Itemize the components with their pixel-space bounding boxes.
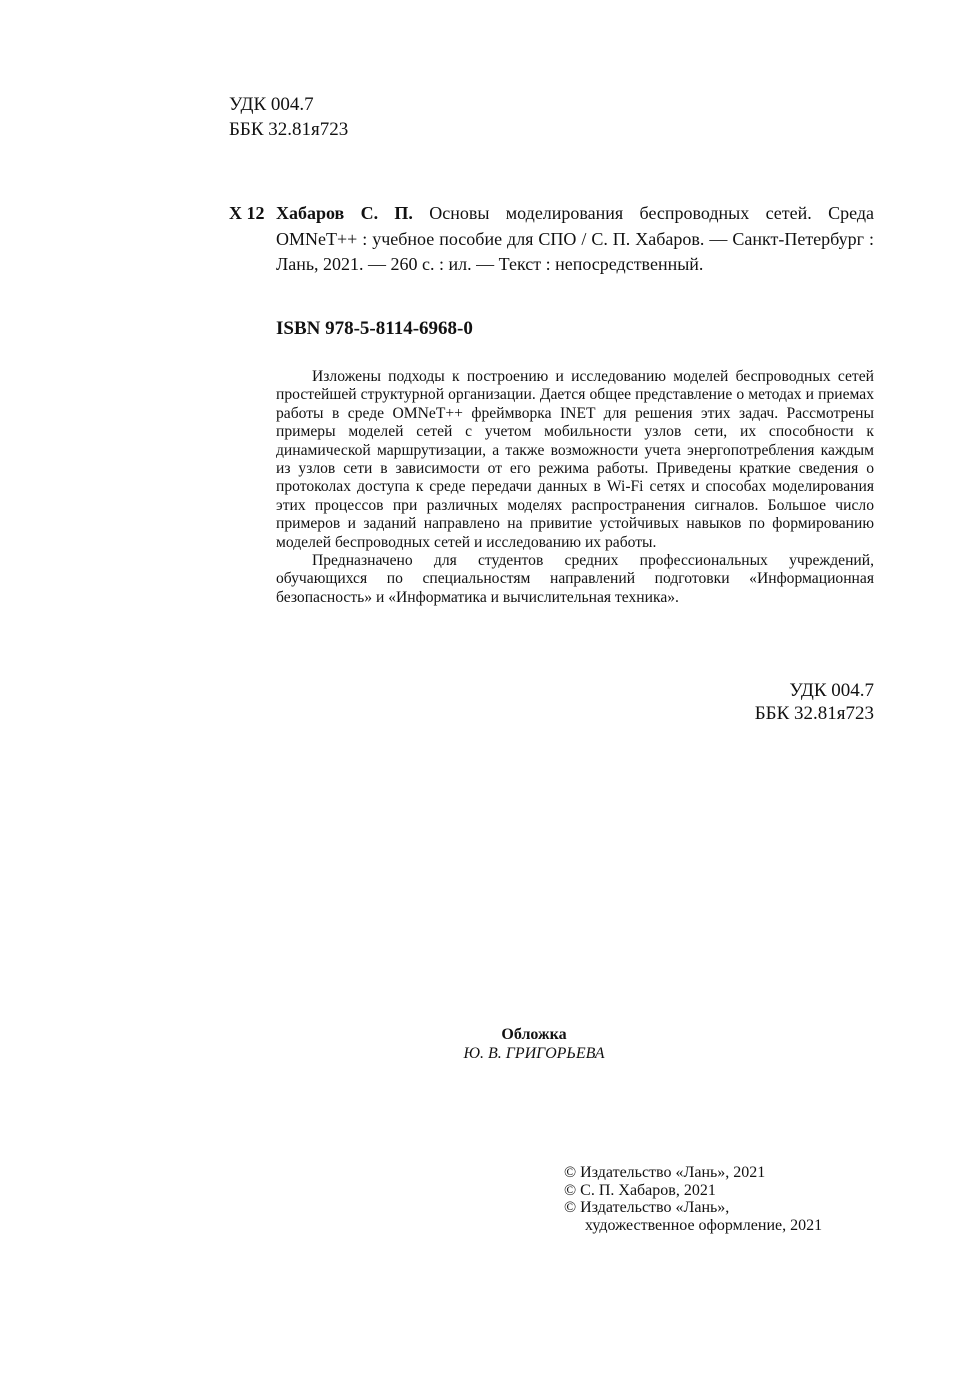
cover-label: Обложка (501, 1026, 567, 1043)
copyright-line: © Издательство «Лань», (564, 1199, 730, 1216)
cover-credit (0, 1025, 975, 1063)
classification-codes-bottom (755, 679, 874, 725)
copyright-block (564, 1164, 822, 1234)
author-name: Хабаров С. П. (276, 203, 413, 223)
bibliographic-entry (229, 201, 874, 278)
annotation-paragraph: Изложены подходы к построению и исследованию моделей беспроводных сетей простейшей структурной организации. Дается общее представление о методах и приемах работы в среде OMNeT++ фреймворка INET для решения этих задач. Рассмотрены примеры моделей сетей с учетом мобильности узлов сети, их способности к динамической маршрутизации, а также возможности учета энергопотребления каждым из узлов сети в зависимости от его режима работы. Приведены краткие сведения о протоколах доступа к среде передачи данных в Wi-Fi сетях и способах моделирования этих процессов при различных моделях распространения сигналов. Большое число примеров и заданий направлено на привитие устойчивых навыков по формированию моделей беспроводных сетей и исследованию их работы. (276, 368, 874, 551)
copyright-line: © С. П. Хабаров, 2021 (564, 1181, 716, 1199)
description-text: Основы моделирования беспроводных сетей. Среда OMNeT++ : учебное пособие для СПО / С. П. Хабаров. — Санкт-Петербург : Лань, 2021. — 260 с. : ил. — Текст : непосредственный. (276, 203, 874, 274)
bibliographic-description (276, 201, 874, 278)
cover-designer: Ю. В. ГРИГОРЬЕВА (463, 1045, 605, 1062)
bbk-code: ББК 32.81я723 (229, 119, 349, 140)
copyright-line: художественное оформление, 2021 (585, 1216, 823, 1234)
udk-code: УДК 004.7 (229, 94, 314, 115)
author-mark: Х 12 (229, 203, 265, 223)
annotation (276, 368, 874, 607)
annotation-paragraph: Предназначено для студентов средних профессиональных учреждений, обучающихся по специальностям направлений подготовки «Информационная безопасность» и «Информатика и вычислительная техника». (276, 552, 874, 606)
copyright-line: © Издательство «Лань», 2021 (564, 1164, 766, 1181)
isbn: ISBN 978-5-8114-6968-0 (276, 318, 473, 339)
bbk-code: ББК 32.81я723 (754, 703, 874, 724)
classification-codes-top (229, 92, 348, 142)
udk-code: УДК 004.7 (789, 680, 874, 701)
